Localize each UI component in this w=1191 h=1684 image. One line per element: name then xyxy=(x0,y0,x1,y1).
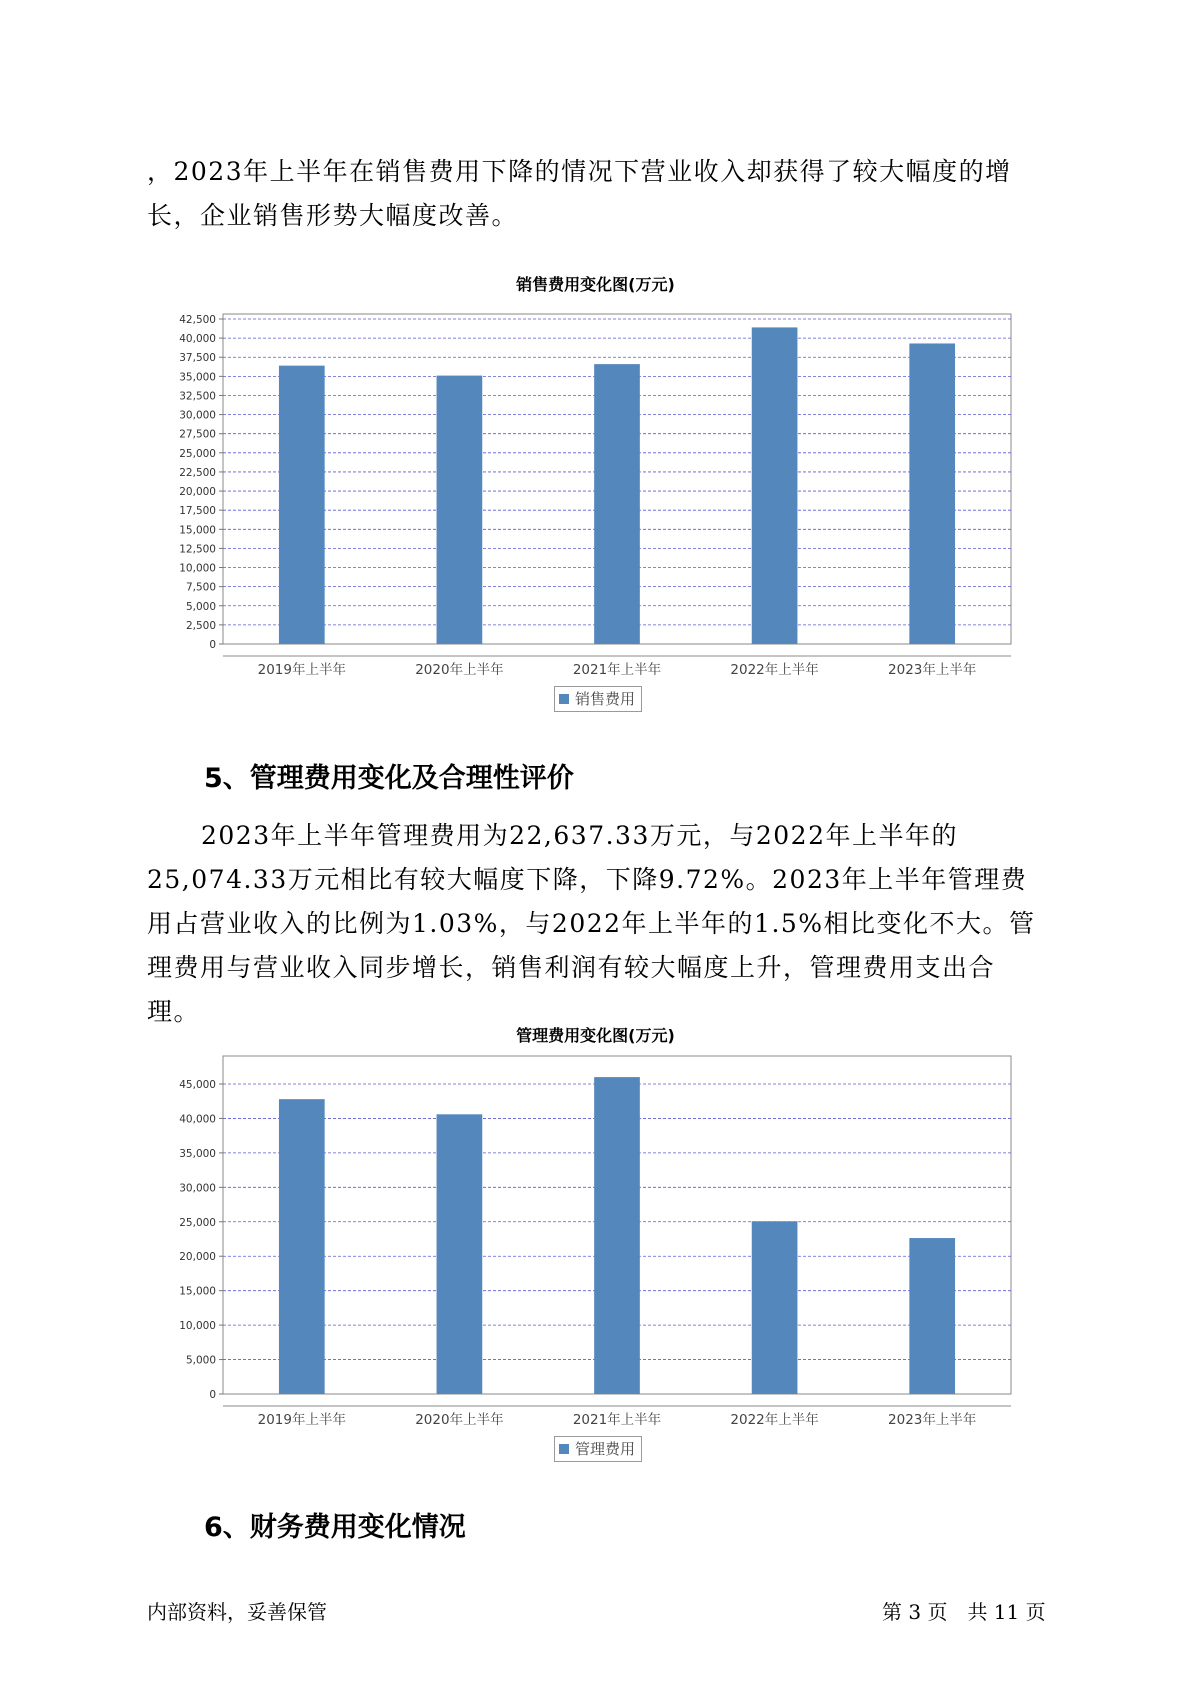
y-tick-label: 25,000 xyxy=(179,447,216,460)
x-tick-label: 2019年上半年 xyxy=(257,662,346,678)
y-tick-label: 40,000 xyxy=(179,333,216,346)
intro-paragraph: ，2023年上半年在销售费用下降的情况下营业收入却获得了较大幅度的增长，企业销售形势大幅度改善。 xyxy=(147,157,1012,230)
section5-paragraph: 2023年上半年管理费用为22,637.33万元，与2022年上半年的25,074.33万元相比有较大幅度下降，下降9.72%。2023年上半年管理费用占营业收入的比例为1.03%，与2022年上半年的1.5%相比变化不大。管理费用与营业收入同步增长，销售利润有较大幅度上升，管理费用支出合理。 xyxy=(147,821,1036,1026)
x-tick-label: 2020年上半年 xyxy=(415,1412,504,1428)
legend-label: 管理费用 xyxy=(575,1440,636,1458)
bar-2023年上半年 xyxy=(909,1238,955,1394)
y-tick-label: 45,000 xyxy=(179,1079,216,1091)
y-tick-label: 27,500 xyxy=(179,428,216,441)
chart1-title: 销售费用变化图(万元) xyxy=(516,275,675,294)
y-tick-label: 0 xyxy=(209,639,216,651)
x-tick-label: 2021年上半年 xyxy=(572,1412,662,1428)
x-tick-label: 2023年上半年 xyxy=(888,662,977,678)
y-tick-label: 7,500 xyxy=(185,581,216,594)
y-tick-label: 35,000 xyxy=(179,371,216,384)
y-tick-label: 35,000 xyxy=(179,1147,216,1160)
x-tick-label: 2023年上半年 xyxy=(888,1412,977,1428)
x-tick-label: 2022年上半年 xyxy=(730,662,819,678)
y-tick-label: 20,000 xyxy=(179,1251,216,1264)
y-tick-label: 0 xyxy=(209,1389,216,1401)
section6-heading: 6、财务费用变化情况 xyxy=(204,1512,466,1543)
y-tick-label: 15,000 xyxy=(179,1285,216,1298)
x-tick-label: 2021年上半年 xyxy=(572,662,662,678)
y-tick-label: 22,500 xyxy=(179,466,216,479)
x-tick-label: 2019年上半年 xyxy=(257,1412,346,1428)
y-tick-label: 20,000 xyxy=(179,486,216,499)
x-tick-label: 2022年上半年 xyxy=(730,1412,819,1428)
y-tick-label: 5,000 xyxy=(185,1354,216,1367)
y-tick-label: 5,000 xyxy=(185,600,216,613)
bar-2022年上半年 xyxy=(752,1221,798,1394)
y-tick-label: 32,500 xyxy=(179,390,216,403)
y-tick-label: 40,000 xyxy=(179,1113,216,1126)
y-tick-label: 10,000 xyxy=(179,562,216,575)
y-tick-label: 17,500 xyxy=(179,505,216,518)
y-tick-label: 30,000 xyxy=(179,1182,216,1195)
section5-heading: 5、管理费用变化及合理性评价 xyxy=(204,763,574,794)
footer-page-number: 第 3 页 共 11 页 xyxy=(882,1600,1046,1624)
chart2-title: 管理费用变化图(万元) xyxy=(516,1026,675,1045)
legend-label: 销售费用 xyxy=(575,690,636,708)
bar-2020年上半年 xyxy=(437,1114,483,1394)
y-tick-label: 30,000 xyxy=(179,409,216,422)
y-tick-label: 15,000 xyxy=(179,524,216,537)
legend-swatch xyxy=(559,1444,569,1454)
y-tick-label: 10,000 xyxy=(179,1320,216,1333)
x-tick-label: 2020年上半年 xyxy=(415,662,504,678)
y-tick-label: 2,500 xyxy=(185,619,216,632)
y-tick-label: 25,000 xyxy=(179,1216,216,1229)
y-tick-label: 42,500 xyxy=(179,314,216,326)
bar-2019年上半年 xyxy=(279,1099,325,1394)
footer-left: 内部资料，妥善保管 xyxy=(147,1600,327,1624)
y-tick-label: 37,500 xyxy=(179,352,216,365)
y-tick-label: 12,500 xyxy=(179,543,216,556)
chart2-legend xyxy=(554,1436,642,1462)
bar-2021年上半年 xyxy=(594,1077,640,1394)
